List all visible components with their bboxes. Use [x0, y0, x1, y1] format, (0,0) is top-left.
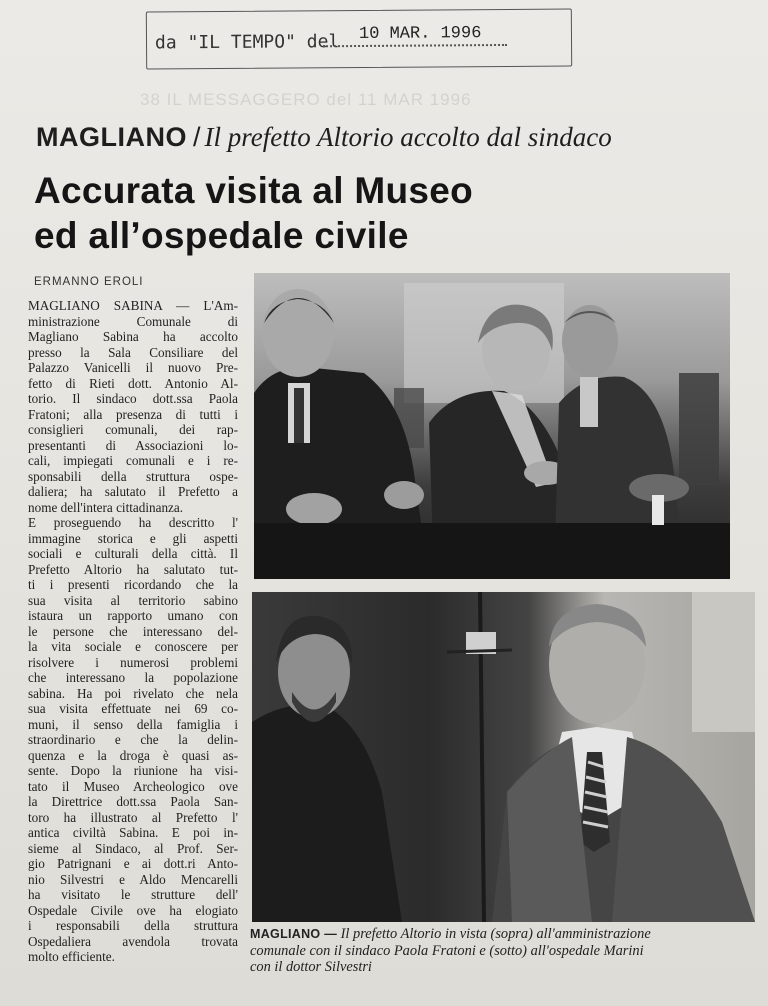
body-line: sua visita effettuate nei 69 co-: [28, 701, 238, 716]
body-line: antica civiltà Sabina. E poi in-: [28, 825, 238, 840]
body-line: le persone che interessano del-: [28, 623, 238, 639]
caption-line-2: comunale con il sindaco Paola Fratoni e (sotto) all'ospedale Marini: [250, 942, 644, 959]
body-line: i responsabili della struttura: [28, 918, 238, 933]
body-line: sente. Dopo la riunione ha visi-: [28, 763, 238, 778]
body-line: sociali e culturali della città. Il: [28, 546, 238, 561]
body-line: Ospedaliera avendola trovata: [28, 933, 238, 949]
photo-caption: [250, 926, 760, 976]
body-line: Magliano Sabina ha accolto: [28, 329, 238, 344]
body-line: la vita sociale e conoscere per: [28, 639, 238, 654]
body-line: Fratoni; alla presenza di tutti i: [28, 406, 238, 422]
body-line: nio Silvestri e Aldo Mencarelli: [28, 871, 238, 887]
photo-hospital: [252, 592, 755, 922]
archive-date-stamp: [146, 9, 572, 70]
body-line: toro ha illustrato al Prefetto l': [28, 809, 238, 825]
kicker-place: MAGLIANO: [36, 122, 187, 152]
body-line: che interessano la popolazione: [28, 670, 238, 685]
stamp-dotted-line: [323, 44, 507, 47]
body-line: E proseguendo ha descritto l': [28, 515, 238, 530]
body-line: molto efficiente.: [28, 949, 115, 964]
body-line: MAGLIANO SABINA — L'Am-: [28, 298, 238, 313]
stamp-date: 10 MAR. 1996: [358, 24, 482, 44]
body-line: straordinario e che la delin-: [28, 732, 238, 747]
headline-line-2: ed all’ospedale civile: [34, 215, 409, 256]
photo-hospital-illustration: [252, 592, 755, 922]
bleed-through-stamp: 38 IL MESSAGGERO del 11 MAR 1996: [140, 90, 472, 109]
body-line: quenza e la droga è quasi as-: [28, 747, 238, 763]
caption-line-1: [250, 926, 760, 943]
body-line: cali, impiegati comunali e i re-: [28, 453, 238, 468]
body-line: muni, il senso della famiglia i: [28, 716, 238, 732]
body-line: tato il Museo Archeologico ove: [28, 778, 238, 794]
body-line: daliera; ha salutato il Prefetto a: [28, 484, 238, 499]
body-line: fetto di Rieti dott. Antonio Al-: [28, 375, 238, 391]
kicker-subtitle: Il prefetto Altorio accolto dal sindaco: [204, 122, 612, 152]
photo-meeting-illustration: [254, 273, 730, 579]
body-line: Prefetto Altorio ha salutato tut-: [28, 561, 238, 577]
caption-lead: MAGLIANO —: [250, 927, 338, 941]
body-line: consiglieri comunali, dei rap-: [28, 422, 238, 437]
body-line: torio. Il sindaco dott.ssa Paola: [28, 391, 238, 406]
body-line: risolvere i numerosi problemi: [28, 654, 238, 670]
body-line: sabina. Ha poi rivelato che nela: [28, 685, 238, 701]
body-line: Ospedale Civile ove ha elogiato: [28, 902, 238, 918]
caption-line-3: con il dottor Silvestri: [250, 959, 372, 975]
stamp-source: da "IL TEMPO" del: [154, 31, 340, 54]
caption-text-1: Il prefetto Altorio in vista (sopra) all'amministrazione: [337, 926, 651, 942]
body-line: ha visitato le strutture dell': [28, 887, 238, 902]
body-line: istaura un rapporto umano con: [28, 608, 238, 623]
body-line: sua visita al territorio sabino: [28, 592, 238, 608]
body-line: sieme al Sindaco, al Prof. Ser-: [28, 840, 238, 856]
body-line: gio Patrignani e ai dott.ri Anto-: [28, 856, 238, 871]
headline-line-1: Accurata visita al Museo: [34, 170, 474, 211]
body-line: immagine storica e gli aspetti: [28, 530, 238, 546]
body-line: presentanti di Associazioni lo-: [28, 437, 238, 453]
photo-meeting: [254, 273, 730, 579]
body-line: la Direttrice dott.ssa Paola San-: [28, 794, 238, 809]
headline: [34, 168, 634, 258]
body-line: ministrazione Comunale di: [28, 313, 238, 329]
body-line: Palazzo Vanicelli il nuovo Pre-: [28, 360, 238, 375]
body-line: sponsabili della struttura ospe-: [28, 468, 238, 484]
body-line: presso la Sala Consiliare del: [28, 344, 238, 360]
body-line: ti i presenti ricordando che la: [28, 577, 238, 592]
byline: ERMANNO EROLI: [34, 276, 144, 288]
body-line: nome dell'intera cittadinanza.: [28, 499, 184, 515]
article-body: [28, 298, 238, 965]
kicker-separator: /: [192, 122, 201, 152]
kicker: [36, 122, 612, 153]
